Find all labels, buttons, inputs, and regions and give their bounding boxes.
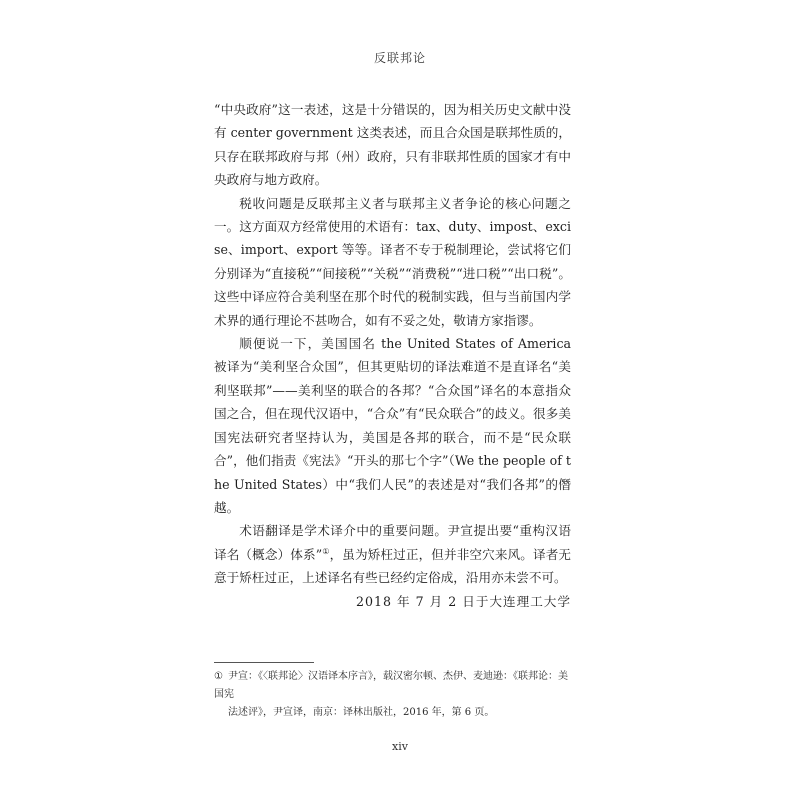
footnote-line-2: 法述评》，尹宣译，南京：译林出版社，2016 年，第 6 页。: [228, 707, 495, 718]
footnote-reference-mark[interactable]: ①: [322, 546, 330, 556]
paragraph-1: “中央政府”这一表述，这是十分错误的，因为相关历史文献中没有 center government 这类表述，而且合众国是联邦性质的，只存在联邦政府与邦（州）政府，只有非联邦性质的国家才有中央政府与地方政府。: [214, 102, 571, 188]
footnote-line-1: [214, 668, 571, 704]
paragraph-3: 顺便说一下，美国国名 the United States of America 被译为“美利坚合众国”，但其更贴切的译法难道不是直译名“美利坚联邦”——美利坚的联合的各邦？“合众国”译名的本意指众国之合，但在现代汉语中，“合众”有“民众联合”的歧义。很多美国宪法研究者坚持认为，美国是各邦的联合，而不是“民众联合”，他们指责《宪法》“开头的那七个字”（We the people of the United States）中“我们人民”的表述是对“我们各邦”的僭越。: [214, 336, 571, 515]
signature-date-place: 2018 年 7 月 2 日于大连理工大学: [355, 593, 571, 609]
paragraph-2: 税收问题是反联邦主义者与联邦主义者争论的核心问题之一。这方面双方经常使用的术语有：tax、duty、impost、excise、import、export 等等。译者不专于税制理论，尝试将它们分别译为“直接税”“间接税”“关税”“消费税”“进口税”“出口税”。这些中译应符合美利坚在那个时代的税制实践，但与当前国内学术界的通行理论不甚吻合，如有不妥之处，敬请方家指谬。: [214, 195, 571, 328]
paragraph-4-text-before-note: 术语翻译是学术译介中的重要问题。尹宣提出要“重构汉语译名（概念）体系”: [214, 523, 571, 562]
footnote-divider: [214, 662, 314, 663]
running-head: 反联邦论: [373, 51, 426, 65]
footnote-text-1: 尹宣：《〈联邦论〉汉语译本序言》，载汉密尔顿、杰伊、麦迪逊：《联邦论：美国宪: [214, 671, 568, 700]
paragraph-4-text-after-note: ，虽为矫枉过正，但并非空穴来风。译者无意于矫枉过正，上述译名有些已经约定俗成，沿用亦未尝不可。: [214, 546, 572, 586]
footnote: [214, 668, 571, 722]
page-number: xiv: [392, 740, 408, 753]
paragraph-4: [214, 519, 571, 589]
footnote-mark: ①: [214, 671, 223, 682]
body-text: [214, 98, 571, 613]
